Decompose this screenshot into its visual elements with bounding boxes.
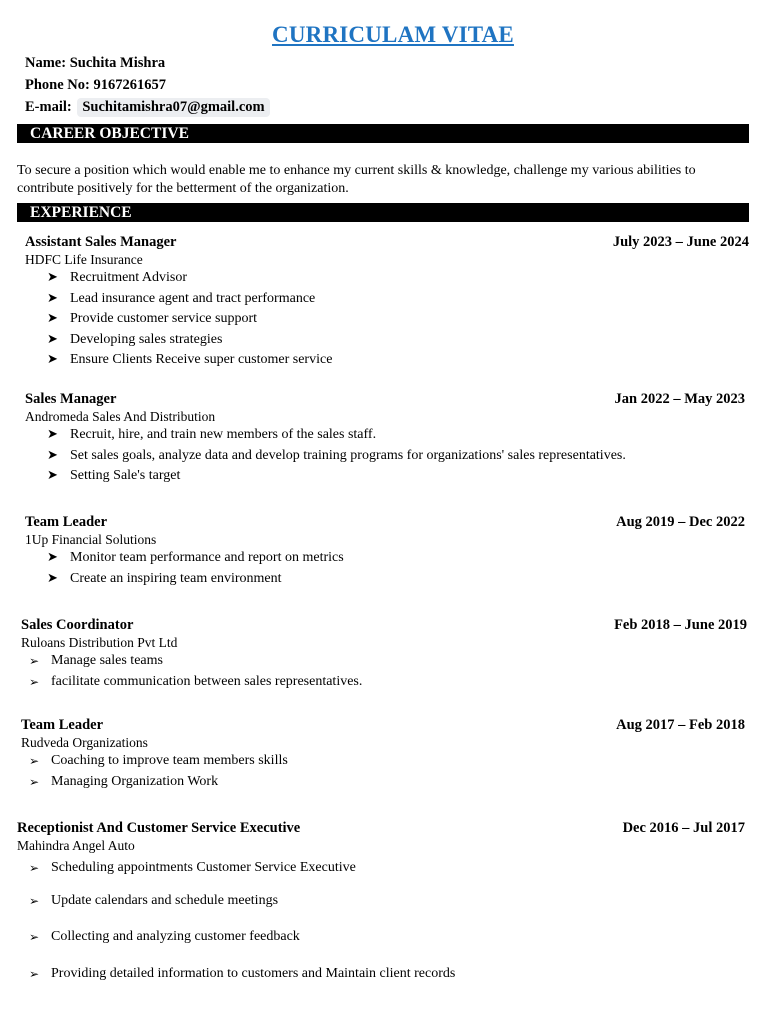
job-dates: Feb 2018 – June 2019 [614, 617, 747, 633]
phone-line: Phone No: 9167261657 [25, 77, 166, 93]
job-dates: Aug 2019 – Dec 2022 [616, 514, 745, 530]
arrow-bullet-icon: ➢ [29, 930, 40, 945]
arrow-bullet-icon: ➢ [29, 893, 40, 908]
experience-entry [25, 514, 745, 589]
experience-entry [21, 617, 747, 692]
arrow-bullet-icon: ➢ [29, 674, 40, 689]
company-name: 1Up Financial Solutions [25, 532, 157, 547]
arrow-bullet-icon: ➤ [47, 331, 58, 347]
career-objective-text: To secure a position which would enable me to enhance my current skills & knowledge, challenge my various abilities to contribute positively for the betterment of the organization. [17, 163, 696, 196]
arrow-bullet-icon: ➤ [47, 311, 58, 326]
job-title: Receptionist And Customer Service Executive [17, 820, 301, 836]
arrow-bullet-icon: ➢ [29, 654, 40, 668]
list-item: ➤ Lead insurance agent and tract performance [47, 289, 749, 310]
job-dates: Dec 2016 – Jul 2017 [622, 820, 745, 836]
company-name: Andromeda Sales And Distribution [25, 409, 216, 424]
list-item: ➤ Recruit, hire, and train new members of the sales staff. [47, 425, 745, 446]
list-item: ➢ Collecting and analyzing customer feedback [29, 919, 745, 956]
company-name: HDFC Life Insurance [25, 252, 143, 267]
arrow-bullet-icon: ➢ [29, 966, 40, 981]
list-item: ➢ Update calendars and schedule meetings [29, 883, 745, 919]
email-link[interactable]: Suchitamishra07@gmail.com [77, 98, 269, 117]
job-dates: Aug 2017 – Feb 2018 [616, 717, 745, 733]
company-name: Ruloans Distribution Pvt Ltd [21, 635, 178, 650]
experience-entry [17, 820, 745, 992]
company-name: Rudveda Organizations [21, 735, 148, 750]
arrow-bullet-icon: ➤ [47, 447, 58, 463]
arrow-bullet-icon: ➤ [47, 270, 58, 285]
job-title: Team Leader [21, 717, 104, 733]
career-objective-heading: CAREER OBJECTIVE [17, 124, 749, 143]
arrow-bullet-icon: ➤ [47, 550, 58, 565]
job-title: Team Leader [25, 514, 108, 530]
list-item: ➢ facilitate communication between sales representatives. [29, 672, 747, 693]
list-item: ➤ Recruitment Advisor [47, 268, 749, 289]
list-item: ➤ Monitor team performance and report on metrics [47, 548, 745, 569]
email-line [25, 99, 270, 116]
job-dates: July 2023 – June 2024 [612, 234, 749, 250]
arrow-bullet-icon: ➤ [47, 427, 58, 442]
list-item: ➢ Coaching to improve team members skills [29, 751, 745, 772]
list-item: ➤ Developing sales strategies [47, 330, 749, 351]
job-title: Sales Coordinator [21, 617, 134, 633]
list-item: ➤ Setting Sale's target [47, 466, 745, 487]
experience-entry [21, 717, 745, 792]
experience-entry [25, 234, 749, 371]
arrow-bullet-icon: ➢ [29, 754, 40, 768]
list-item: ➢ Scheduling appointments Customer Service Executive [29, 854, 745, 883]
arrow-bullet-icon: ➤ [47, 352, 58, 367]
arrow-bullet-icon: ➢ [29, 774, 40, 789]
arrow-bullet-icon: ➤ [47, 570, 58, 586]
list-item: ➤ Create an inspiring team environment [47, 569, 745, 590]
list-item: ➢ Providing detailed information to customers and Maintain client records [29, 956, 745, 992]
list-item: ➤ Provide customer service support [47, 309, 749, 330]
experience-heading: EXPERIENCE [17, 203, 749, 222]
company-name: Mahindra Angel Auto [17, 838, 135, 853]
job-title: Sales Manager [25, 391, 117, 407]
list-item: ➢ Managing Organization Work [29, 772, 745, 793]
name-line: Name: Suchita Mishra [25, 55, 166, 71]
job-dates: Jan 2022 – May 2023 [614, 391, 745, 407]
email-label: E-mail: [25, 99, 72, 115]
job-title: Assistant Sales Manager [25, 234, 177, 250]
arrow-bullet-icon: ➤ [47, 290, 58, 306]
arrow-bullet-icon: ➢ [29, 861, 40, 876]
document-title: CURRICULAM VITAE [272, 22, 514, 47]
list-item: ➤ Set sales goals, analyze data and develop training programs for organizations' sales representatives. [47, 446, 745, 467]
arrow-bullet-icon: ➤ [47, 468, 58, 483]
list-item: ➢ Manage sales teams [29, 651, 747, 672]
experience-entry [25, 391, 745, 487]
list-item: ➤ Ensure Clients Receive super customer service [47, 350, 749, 371]
